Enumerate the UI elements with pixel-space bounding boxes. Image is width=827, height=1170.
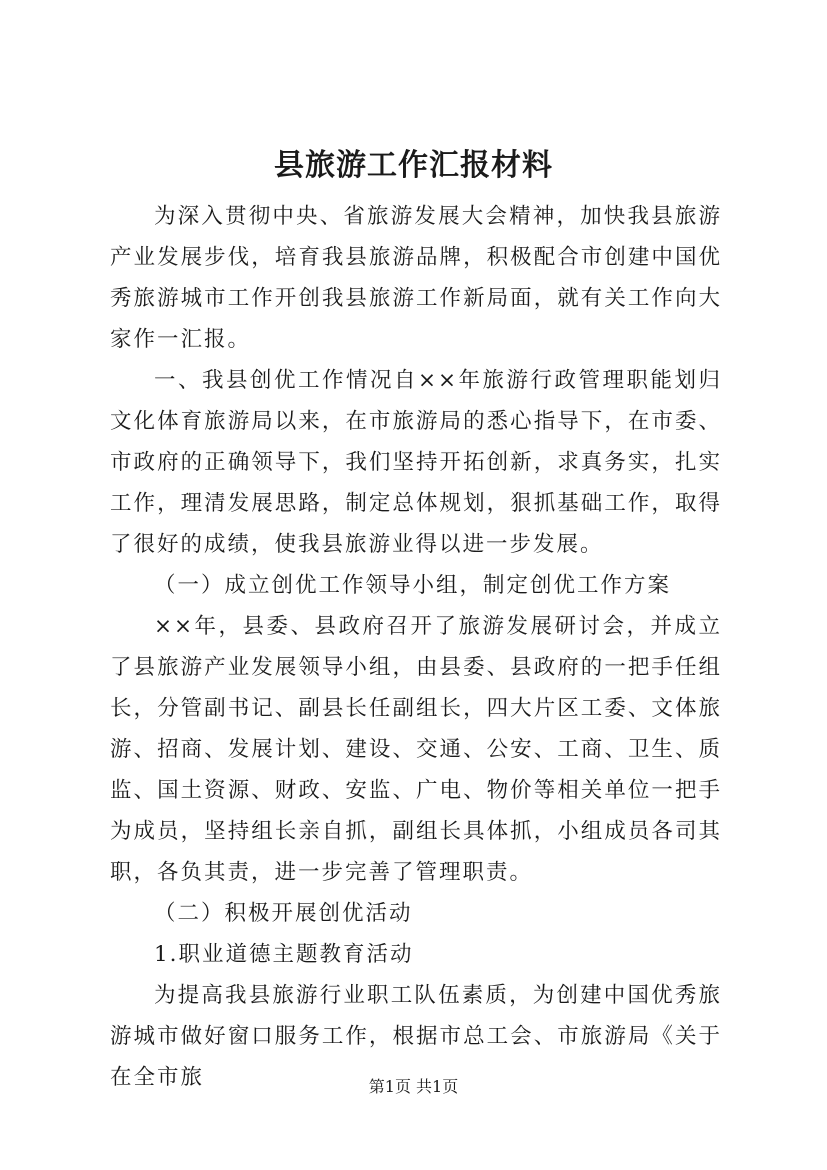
paragraph-intro: 为深入贯彻中央、省旅游发展大会精神，加快我县旅游产业发展步伐，培育我县旅游品牌，积极配合市创建中国优秀旅游城市工作开创我县旅游工作新局面，就有关工作向大家作一汇报。	[110, 204, 722, 352]
document-title: 县旅游工作汇报材料	[274, 148, 553, 183]
heading-item-one: 1.职业道德主题教育活动	[154, 942, 414, 967]
paragraph-leadership-group: ××年，县委、县政府召开了旅游发展研讨会，并成立了县旅游产业发展领导小组，由县委、县政府的一把手任组长，分管副书记、副县长任副组长，四大片区工委、文体旅游、招商、发展计划、建设、交通、公安、工商、卫生、质监、国土资源、财政、安监、广电、物价等相关单位一把手为成员，坚持组长亲自抓，副组长具体抓，小组成员各司其职，各负其责，进一步完善了管理职责。	[110, 614, 722, 885]
paragraph-section-one: 一、我县创优工作情况自××年旅游行政管理职能划归文化体育旅游局以来，在市旅游局的悉心指导下，在市委、市政府的正确领导下，我们坚持开拓创新，求真务实，扎实工作，理清发展思路，制定总体规划，狠抓基础工作，取得了很好的成绩，使我县旅游业得以进一步发展。	[110, 368, 722, 557]
heading-subsection-two: （二）积极开展创优活动	[154, 901, 413, 926]
page-footer: 第1页 共1页	[368, 1077, 459, 1096]
heading-subsection-one: （一）成立创优工作领导小组，制定创优工作方案	[154, 573, 672, 598]
document-body	[110, 196, 722, 1098]
paragraph-ethics-education: 为提高我县旅游行业职工队伍素质，为创建中国优秀旅游城市做好窗口服务工作，根据市总工会、市旅游局《关于在全市旅	[110, 983, 722, 1090]
